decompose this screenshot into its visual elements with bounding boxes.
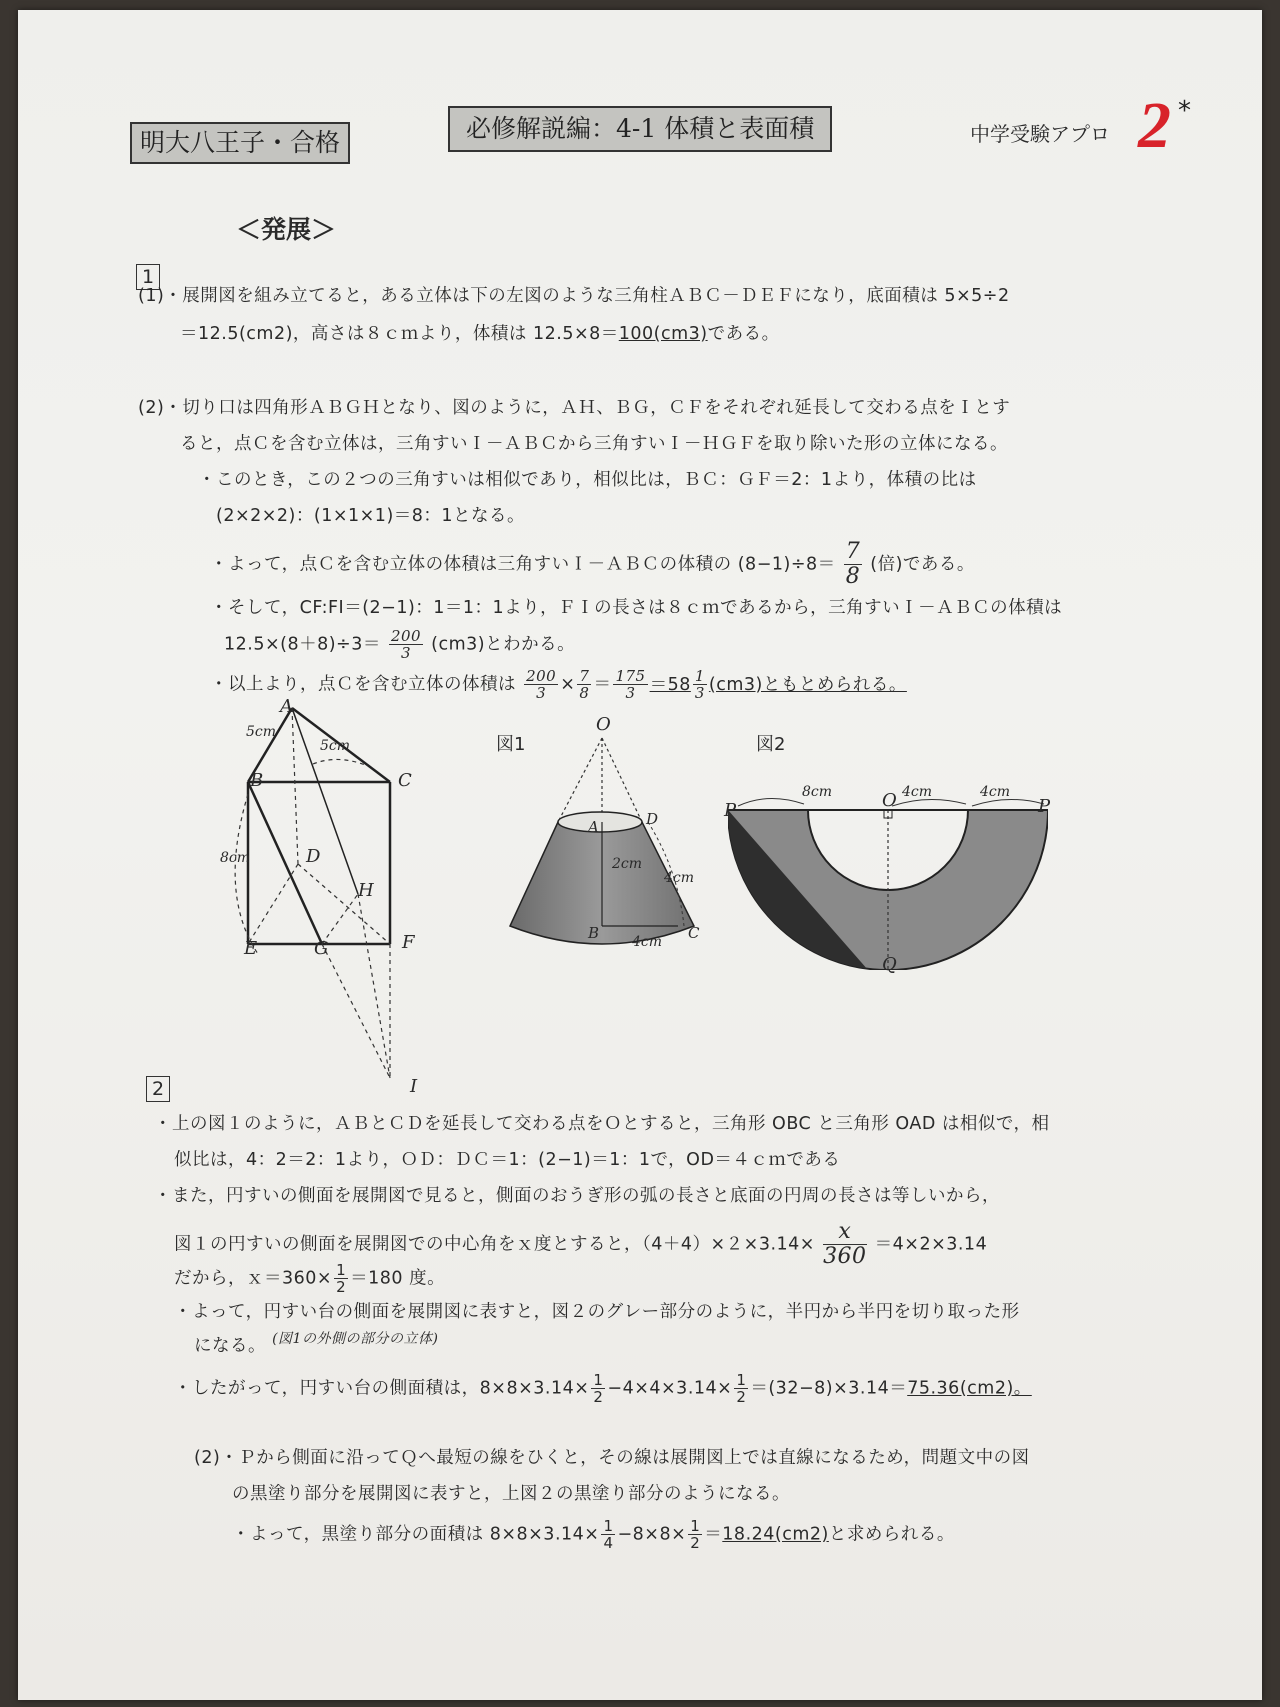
frustum-figure bbox=[508, 730, 698, 950]
label-ab-length: 5cm bbox=[246, 724, 277, 740]
frac-num: 7 bbox=[579, 667, 590, 685]
q2-line8-text: ・したがって，円すい台の側面積は，8×8×3.14× bbox=[174, 1378, 590, 1399]
q1-p2-line8-text: ・以上より，点Ｃを含む立体の体積は bbox=[210, 674, 516, 695]
q2-line5-end: ＝180 度。 bbox=[350, 1268, 446, 1289]
frac-num: 200 bbox=[390, 627, 422, 645]
q1-p1-answer: 100(cm3) bbox=[618, 324, 708, 344]
dashed-oa bbox=[558, 738, 602, 822]
q1-p2-line7-text: 12.5×(8＋8)÷3＝ bbox=[224, 634, 381, 655]
q1-p2-line2: ると，点Ｃを含む立体は，三角すいＩ－ＡＢＣから三角すいＩ－ＨＧＦを取り除いた形の立体になる。 bbox=[180, 434, 1008, 454]
hidden-df bbox=[298, 864, 390, 944]
label-h: H bbox=[358, 880, 374, 901]
q2-line7 bbox=[194, 1331, 439, 1359]
frac-num: 1 bbox=[736, 1371, 747, 1389]
worksheet-page bbox=[18, 10, 1262, 1700]
fig1-title: 図1 bbox=[496, 734, 526, 755]
q2-p2-line1: (2)・Ｐから側面に沿ってＱへ最短の線をひくと，その線は展開図上では直線になるため，問題文中の図 bbox=[194, 1448, 1030, 1468]
fraction-1-2d bbox=[688, 1518, 702, 1551]
q2-answer-1: 75.36(cm2)。 bbox=[907, 1378, 1032, 1399]
label-fig1-c: C bbox=[688, 924, 700, 942]
q1-p2-line6: ・そして，CF:FI＝(2−1)：1＝1：1より，ＦＩの長さは８ｃｍであるから，三角すいＩ－ＡＢＣの体積は bbox=[210, 598, 1063, 618]
frac-den: 2 bbox=[336, 1278, 347, 1296]
q1-p1-line2 bbox=[180, 322, 780, 346]
school-label: 明大八王子・合格 bbox=[130, 122, 350, 164]
label-b: B bbox=[250, 770, 264, 791]
fraction-1-3 bbox=[693, 668, 707, 701]
frac-den: 3 bbox=[694, 684, 705, 702]
q2-line2: 似比は，4：2＝2：1より，ＯＤ：ＤＣ＝1：(2−1)＝1：1で，OD＝４ｃｍである bbox=[174, 1150, 841, 1170]
frac-num: 175 bbox=[615, 667, 646, 685]
label-d: D bbox=[306, 846, 321, 867]
q1-p2-line4: (2×2×2)：(1×1×1)＝8：1となる。 bbox=[216, 506, 526, 526]
q1-p1-line1: (1)・展開図を組み立てると，ある立体は下の左図のような三角柱ＡＢＣ－ＤＥＦになり，底面積は 5×5÷2 bbox=[138, 286, 1010, 306]
fraction-7-8b bbox=[577, 668, 591, 701]
dim-mid bbox=[892, 799, 966, 806]
label-fig1-a: A bbox=[588, 818, 599, 836]
fraction-x-360 bbox=[823, 1220, 867, 1269]
q1-p1-line2-text: ＝12.5(cm2)，高さは８ｃｍより，体積は 12.5×8＝ bbox=[180, 324, 619, 344]
ext-gi bbox=[322, 944, 390, 1078]
fraction-200-3b bbox=[524, 668, 558, 701]
label-o: O bbox=[596, 714, 611, 735]
page-title: 必修解説編：4-1 体積と表面積 bbox=[448, 106, 832, 152]
section-title: ＜発展＞ bbox=[236, 215, 337, 244]
q2-line5-text: だから，ｘ＝360× bbox=[174, 1268, 333, 1289]
label-fig1-slant: 4cm bbox=[664, 870, 695, 886]
frac-den: 8 bbox=[845, 564, 861, 589]
q2-answer-2: 18.24(cm2) bbox=[722, 1524, 829, 1545]
frac-num: 1 bbox=[593, 1371, 604, 1389]
q2-p2-line3-mid: −8×8× bbox=[617, 1524, 687, 1545]
fraction-1-2b bbox=[591, 1372, 605, 1405]
q1-p2-line3: ・このとき，この２つの三角すいは相似であり，相似比は，ＢＣ：ＧＦ＝2：1より，体積の比は bbox=[198, 470, 977, 490]
dashed-od bbox=[602, 738, 642, 822]
brand-number: 2 bbox=[1138, 89, 1171, 162]
label-fig1-base: 4cm bbox=[632, 934, 663, 950]
frac-num: x bbox=[823, 1220, 867, 1245]
fraction-200-3 bbox=[389, 628, 423, 661]
q1-p2-line5 bbox=[210, 540, 975, 589]
label-fig1-b: B bbox=[588, 924, 600, 942]
answer-whole: ＝58 bbox=[649, 674, 691, 695]
q1-p1-line2-end: である。 bbox=[707, 324, 780, 344]
frac-num: 1 bbox=[690, 1517, 701, 1535]
label-c: C bbox=[398, 770, 412, 791]
frac-den: 2 bbox=[690, 1534, 701, 1552]
answer-unit: (cm3)ともとめられる。 bbox=[708, 674, 907, 695]
fraction-175-3 bbox=[613, 668, 647, 701]
dim-left bbox=[738, 798, 804, 806]
q2-line4-end: ＝4×2×3.14 bbox=[874, 1234, 988, 1255]
q2-line8-mid: −4×4×3.14× bbox=[607, 1378, 733, 1399]
question-number-2: 2 bbox=[146, 1076, 170, 1102]
q1-p2-answer bbox=[649, 667, 907, 702]
frac-den: 3 bbox=[400, 644, 412, 662]
frac-num: 200 bbox=[526, 667, 557, 685]
q2-line5 bbox=[174, 1262, 445, 1295]
q2-line3: ・また，円すいの側面を展開図で見ると，側面のおうぎ形の弧の長さと底面の円周の長さは等しいから， bbox=[154, 1186, 1000, 1206]
q2-p2-line2: の黒塗り部分を展開図に表すと，上図２の黒塗り部分のようになる。 bbox=[232, 1484, 790, 1504]
development-figure bbox=[728, 790, 1051, 970]
frac-den: 3 bbox=[625, 684, 636, 702]
equals-sign: ＝ bbox=[704, 1524, 723, 1545]
brand-name: 中学受験アプロ bbox=[970, 122, 1110, 146]
fraction-7-8 bbox=[844, 540, 863, 589]
label-p-right: P bbox=[1038, 796, 1051, 817]
fraction-1-2c bbox=[734, 1372, 748, 1405]
brand-star: * bbox=[1178, 96, 1191, 126]
q2-line6: ・よって，円すい台の側面を展開図に表すと，図２のグレー部分のように，半円から半円を切り取った形 bbox=[174, 1302, 1020, 1322]
prism-figure bbox=[218, 694, 458, 1094]
frac-den: 2 bbox=[736, 1388, 747, 1406]
label-fig2-left: 8cm bbox=[802, 784, 833, 800]
q2-line8 bbox=[174, 1372, 1032, 1405]
label-i: I bbox=[410, 1076, 418, 1097]
fraction-1-2a bbox=[334, 1262, 348, 1295]
label-fig1-height: 2cm bbox=[612, 856, 643, 872]
q1-p2-line1: (2)・切り口は四角形ＡＢＧＨとなり、図のように，ＡＨ、ＢＧ，ＣＦをそれぞれ延長して交わる点をＩとす bbox=[138, 398, 1011, 418]
frustum-top bbox=[558, 812, 642, 832]
label-p-left: P bbox=[724, 800, 737, 821]
dim-right bbox=[972, 799, 1044, 806]
frac-den: 4 bbox=[603, 1534, 614, 1552]
ext-hi bbox=[358, 894, 390, 1078]
question-number-1: 1 bbox=[136, 264, 160, 290]
q1-p2-line5-end: (倍)である。 bbox=[870, 554, 975, 575]
frac-den: 8 bbox=[579, 684, 590, 702]
frac-den: 2 bbox=[593, 1388, 604, 1406]
label-f: F bbox=[402, 932, 415, 953]
q1-p2-line7-end: (cm3)とわかる。 bbox=[431, 634, 576, 655]
times-sign: × bbox=[560, 674, 576, 695]
label-fig2-mid: 4cm bbox=[902, 784, 933, 800]
frac-num: 7 bbox=[845, 539, 861, 564]
q1-p2-line5-text: ・よって，点Ｃを含む立体の体積は三角すいＩ－ＡＢＣの体積の bbox=[210, 554, 732, 575]
label-fig1-d: D bbox=[646, 810, 659, 828]
frac-den: 3 bbox=[536, 684, 547, 702]
q1-p2-line7 bbox=[224, 628, 575, 661]
equals-sign: ＝ bbox=[593, 674, 612, 695]
label-fig2-right: 4cm bbox=[980, 784, 1011, 800]
q2-line8-calc: ＝(32−8)×3.14＝ bbox=[750, 1378, 908, 1399]
label-ac-length: 5cm bbox=[320, 738, 351, 754]
label-be-length: 8cm bbox=[220, 850, 251, 866]
fig2-title: 図2 bbox=[756, 734, 786, 755]
frac-den: 360 bbox=[823, 1244, 867, 1269]
q1-p2-line5-expr: (8−1)÷8＝ bbox=[737, 554, 836, 575]
q2-line7-text: になる。 bbox=[194, 1336, 266, 1356]
label-q: Q bbox=[882, 954, 897, 975]
q2-line4-text: 図１の円すいの側面を展開図での中心角をｘ度とすると，（4＋4）×２×3.14× bbox=[174, 1234, 815, 1255]
frac-num: 1 bbox=[336, 1261, 347, 1279]
label-a: A bbox=[280, 696, 293, 717]
arc-mark bbox=[235, 794, 258, 954]
label-e: E bbox=[244, 938, 258, 959]
handwritten-note: (図1の外側の部分の立体) bbox=[272, 1331, 439, 1347]
label-fig2-o: O bbox=[882, 790, 897, 811]
edge-gh bbox=[322, 894, 358, 944]
edge-ah bbox=[292, 708, 358, 894]
hidden-ad bbox=[292, 708, 298, 864]
q2-p2-line3-end: と求められる。 bbox=[828, 1524, 955, 1545]
q2-p2-line3-text: ・よって，黒塗り部分の面積は 8×8×3.14× bbox=[232, 1524, 600, 1545]
frac-num: 1 bbox=[603, 1517, 614, 1535]
q2-line1: ・上の図１のように，ＡＢとＣＤを延長して交わる点をＯとすると，三角形 OBC と三角形 OAD は相似で，相 bbox=[154, 1114, 1050, 1134]
q2-p2-line3 bbox=[232, 1518, 955, 1551]
label-g: G bbox=[314, 938, 329, 959]
frac-num: 1 bbox=[694, 667, 705, 685]
fraction-1-4 bbox=[601, 1518, 615, 1551]
